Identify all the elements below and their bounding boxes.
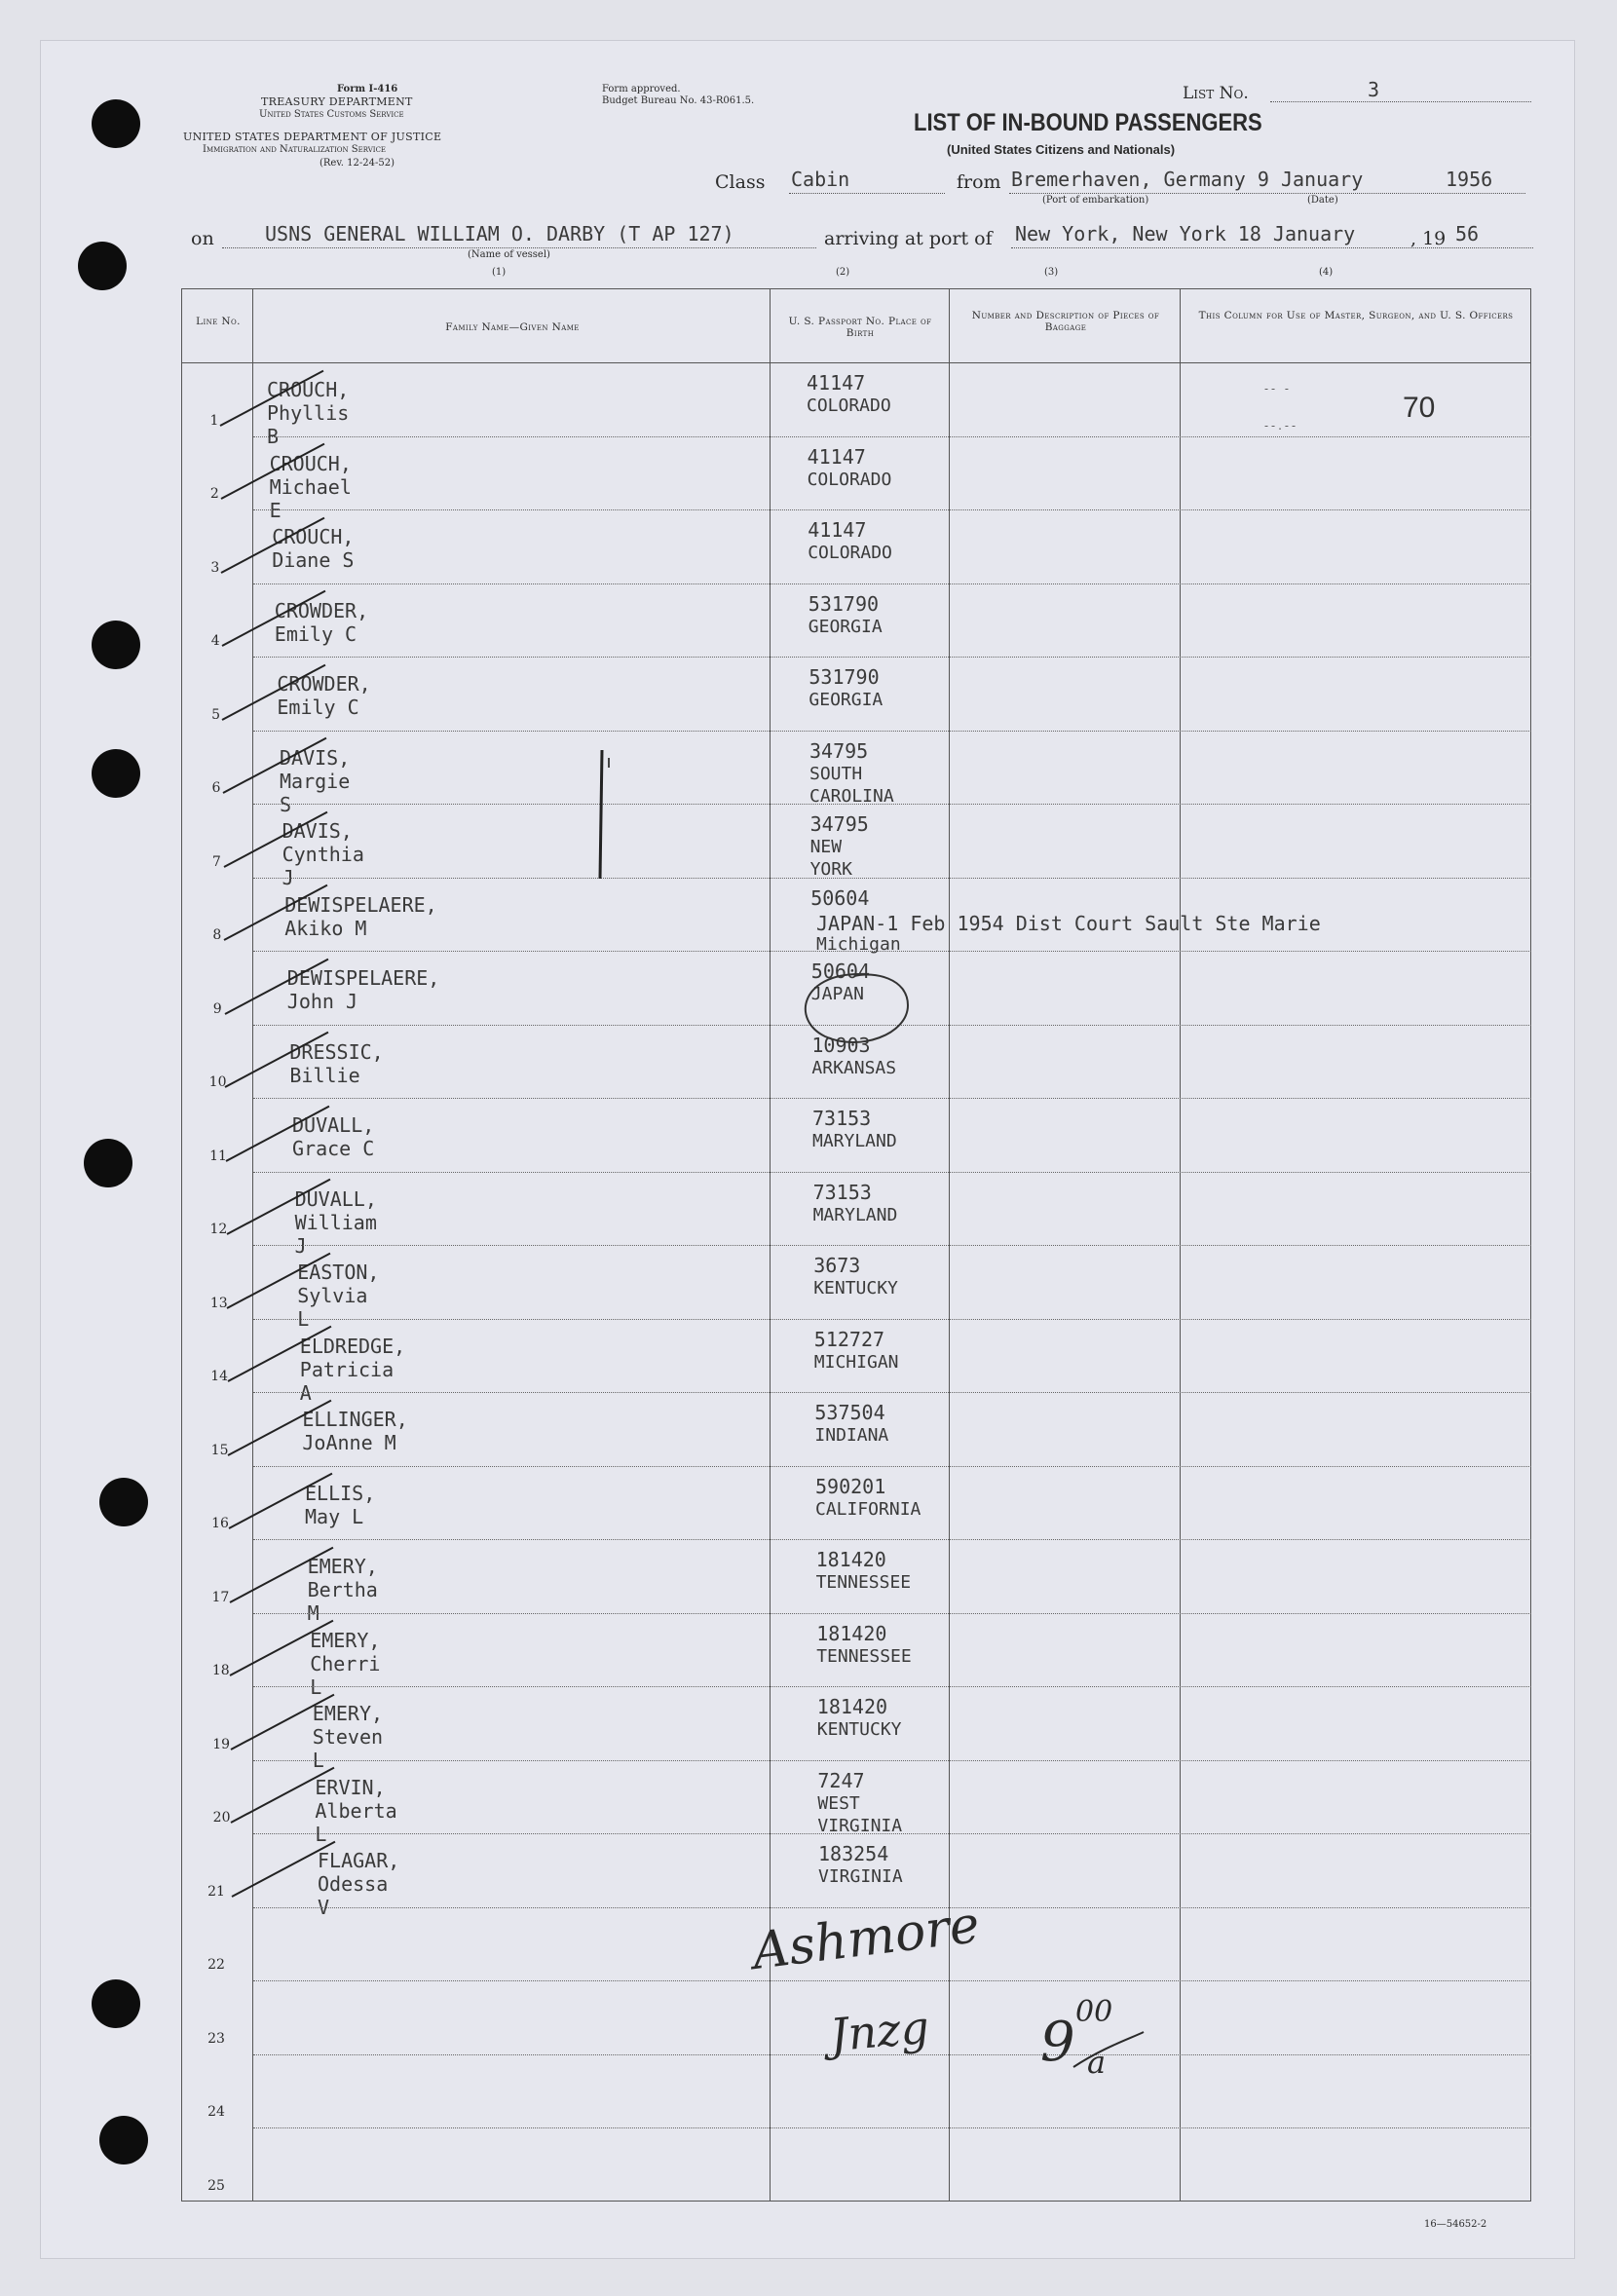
place-of-birth: GEORGIA	[808, 690, 884, 710]
line-number: 22	[207, 1957, 225, 1973]
row8-note: JAPAN-1 Feb 1954 Dist Court Sault Ste Marie	[816, 912, 1321, 935]
passport-number: 73153	[812, 1180, 872, 1204]
list-no-value: 3	[1368, 78, 1380, 101]
passport-number: 537504	[814, 1401, 885, 1424]
time-annotation: 9	[1040, 2011, 1075, 2074]
passenger-name: DAVIS, Cynthia J	[282, 819, 364, 889]
passport-cell	[816, 1549, 912, 1594]
justice-dept: UNITED STATES DEPARTMENT OF JUSTICE	[183, 131, 442, 143]
passport-cell	[816, 1623, 912, 1668]
place-of-birth: INDIANA	[814, 1425, 889, 1446]
passport-cell	[808, 519, 892, 564]
passport-number: 181420	[816, 1621, 887, 1645]
row-divider	[253, 583, 1531, 584]
row-divider	[253, 1613, 1531, 1614]
place-of-birth: TENNESSEE	[815, 1572, 912, 1593]
punch-hole-icon	[92, 99, 140, 148]
passport-number: 183254	[818, 1842, 889, 1865]
passport-cell	[812, 1108, 897, 1152]
passenger-name: ELLINGER, JoAnne M	[302, 1408, 408, 1454]
place-of-birth: COLORADO	[808, 543, 892, 563]
row-divider	[253, 1245, 1531, 1246]
col-header-baggage: Number and Description of Pieces of Baggage	[971, 310, 1160, 333]
passport-number: 531790	[808, 591, 880, 616]
passport-cell	[814, 1402, 888, 1447]
signature: Ashmore	[749, 1895, 983, 1982]
col-num-4: (4)	[1319, 267, 1334, 278]
line-number: 8	[212, 927, 222, 943]
class-value: Cabin	[791, 168, 850, 191]
row-divider	[253, 804, 1531, 805]
row-divider	[253, 1392, 1531, 1393]
place-of-birth: SOUTH CAROLINA	[809, 763, 894, 807]
on-label: on	[191, 228, 214, 249]
line-number: 1	[209, 412, 219, 429]
arrival-port: New York, New York 18 January	[1015, 222, 1356, 245]
vessel-caption: (Name of vessel)	[468, 249, 550, 260]
line-number: 16	[211, 1516, 229, 1531]
passport-number: 7247	[817, 1768, 865, 1792]
row8-note-2: Michigan	[816, 934, 901, 955]
punch-hole-icon	[84, 1139, 132, 1187]
form-number: Form I-416	[337, 84, 398, 94]
place-of-birth: GEORGIA	[808, 616, 883, 637]
passport-cell	[817, 1696, 902, 1741]
form-approved: Form approved.	[602, 84, 681, 94]
vessel-line	[222, 247, 816, 248]
place-of-birth: VIRGINIA	[818, 1866, 903, 1887]
budget-bureau: Budget Bureau No. 43-R061.5.	[602, 95, 755, 106]
port-embark-caption: (Port of embarkation)	[1042, 195, 1149, 206]
place-of-birth: WEST VIRGINIA	[817, 1792, 903, 1836]
passport-number: 50604	[810, 885, 870, 910]
line-number: 21	[207, 1883, 225, 1900]
time-sub: a	[1087, 2044, 1107, 2081]
line-number: 6	[211, 780, 221, 796]
passport-cell	[813, 1255, 898, 1299]
list-no-line	[1270, 101, 1531, 102]
passport-number: 181420	[816, 1695, 888, 1718]
line-number: 24	[207, 2104, 225, 2120]
faint-mark: --.--	[1264, 419, 1299, 433]
vessel-name: USNS GENERAL WILLIAM O. DARBY (T AP 127)	[265, 222, 734, 245]
passport-cell	[815, 1476, 921, 1521]
line-number: 4	[210, 633, 220, 649]
line-number: 14	[210, 1369, 229, 1384]
passport-number: 50604	[810, 960, 871, 983]
footer-code: 16—54652-2	[1424, 2219, 1487, 2230]
header-rule	[181, 362, 1531, 363]
passenger-name: DUVALL, Grace C	[292, 1113, 375, 1160]
place-of-birth: MICHIGAN	[813, 1351, 899, 1373]
place-of-birth: TENNESSEE	[816, 1645, 912, 1667]
revision: (Rev. 12-24-52)	[320, 158, 395, 169]
line-number: 7	[211, 853, 221, 870]
passport-number: 590201	[815, 1474, 886, 1498]
line-number: 15	[210, 1442, 229, 1458]
passenger-name: DEWISPELAERE, Akiko M	[284, 892, 437, 940]
passenger-name: CROUCH, Michael E	[269, 451, 352, 522]
passport-number: 10903	[811, 1033, 871, 1057]
passport-number: 181420	[815, 1548, 886, 1571]
customs-service: United States Customs Service	[259, 109, 404, 120]
row-divider	[253, 1686, 1531, 1687]
place-of-birth: MARYLAND	[812, 1204, 898, 1225]
passport-number: 512727	[813, 1327, 885, 1351]
passenger-name: EMERY, Cherri L	[310, 1628, 381, 1699]
row-divider	[253, 878, 1531, 879]
row-divider	[253, 436, 1531, 437]
col-num-2: (2)	[836, 267, 850, 278]
passenger-name: DRESSIC, Billie	[289, 1039, 384, 1087]
passport-number: 531790	[808, 665, 880, 689]
place-of-birth: JAPAN	[810, 984, 864, 1004]
passport-number: 41147	[807, 371, 866, 395]
arrival-line	[1011, 247, 1533, 248]
place-of-birth: KENTUCKY	[816, 1719, 902, 1740]
place-of-birth: COLORADO	[807, 395, 891, 416]
initials: Jnzg	[827, 2000, 931, 2062]
passenger-name: EMERY, Steven L	[312, 1702, 384, 1772]
vertical-mark-icon	[592, 742, 612, 888]
line-number: 11	[209, 1148, 227, 1164]
passenger-name: DUVALL, William J	[294, 1186, 377, 1258]
row-divider	[253, 1833, 1531, 1834]
row-divider	[253, 2127, 1531, 2128]
place-of-birth: CALIFORNIA	[815, 1498, 921, 1520]
passport-cell	[814, 1329, 899, 1374]
passenger-name: EASTON, Sylvia L	[297, 1261, 380, 1331]
page-subtitle: (United States Citizens and Nationals)	[947, 142, 1176, 157]
punch-hole-icon	[78, 242, 127, 290]
list-no-label: List No.	[1183, 84, 1249, 103]
ins-service: Immigration and Naturalization Service	[203, 144, 387, 155]
place-of-birth: KENTUCKY	[813, 1278, 898, 1299]
line-number: 5	[211, 706, 221, 723]
line-number: 19	[212, 1736, 231, 1752]
from-year: 1956	[1446, 168, 1493, 191]
passenger-name: CROUCH, Phyllis B	[267, 378, 350, 448]
date-caption: (Date)	[1307, 195, 1338, 206]
passenger-name: DEWISPELAERE, John J	[286, 966, 440, 1013]
arriving-label: arriving at port of	[824, 228, 993, 249]
passport-cell	[818, 1843, 903, 1888]
col-num-3: (3)	[1044, 267, 1059, 278]
passenger-name: ELDREDGE, Patricia A	[299, 1334, 406, 1405]
row-divider	[253, 1980, 1531, 1981]
passenger-name: CROWDER, Emily C	[277, 672, 371, 719]
col-num-1: (1)	[492, 267, 507, 278]
time-stroke-icon	[1064, 2028, 1151, 2087]
form-sheet	[40, 40, 1575, 2259]
passenger-name: DAVIS, Margie S	[280, 745, 351, 816]
place-of-birth: ARKANSAS	[811, 1057, 897, 1078]
row-divider	[253, 1172, 1531, 1173]
arrival-year: 56	[1455, 222, 1480, 245]
row-divider	[253, 1760, 1531, 1761]
row-divider	[253, 1098, 1531, 1099]
place-of-birth: MARYLAND	[812, 1131, 897, 1151]
officer-count: 70	[1403, 392, 1436, 424]
from-value: Bremerhaven, Germany 9 January	[1011, 168, 1364, 191]
passport-cell	[810, 887, 869, 910]
col-header-passport: U. S. Passport No. Place of Birth	[788, 316, 932, 339]
place-of-birth: NEW YORK	[809, 837, 852, 880]
line-number: 12	[209, 1222, 228, 1237]
passenger-name: CROWDER, Emily C	[274, 598, 369, 646]
line-number: 20	[212, 1810, 231, 1826]
passenger-name: ELLIS, May L	[305, 1481, 376, 1528]
passenger-name: FLAGAR, Odessa V	[318, 1849, 400, 1919]
line-number: 23	[207, 2030, 225, 2047]
passenger-name: ERVIN, Alberta L	[315, 1775, 397, 1846]
passport-cell	[809, 740, 894, 808]
row-divider	[253, 1539, 1531, 1540]
passenger-name: EMERY, Bertha M	[307, 1555, 378, 1625]
passport-cell	[808, 446, 892, 491]
line-number: 17	[211, 1589, 230, 1605]
punch-hole-icon	[99, 1478, 148, 1526]
treasury-dept: TREASURY DEPARTMENT	[261, 95, 413, 108]
punch-hole-icon	[99, 2116, 148, 2164]
line-number: 9	[212, 1000, 222, 1017]
passport-cell	[807, 372, 891, 417]
row-divider	[253, 731, 1531, 732]
class-line	[789, 193, 945, 194]
line-number: 2	[209, 486, 219, 502]
passport-number: 34795	[809, 812, 869, 836]
from-label: from	[957, 171, 1001, 193]
passport-number: 73153	[812, 1107, 872, 1130]
passport-number: 34795	[809, 738, 869, 763]
line-number: 18	[211, 1663, 230, 1678]
page-title: LIST OF IN-BOUND PASSENGERS	[914, 109, 1262, 136]
arrival-year-prefix: , 19	[1410, 228, 1447, 249]
from-line	[1009, 193, 1525, 194]
row-divider	[253, 657, 1531, 658]
line-number: 13	[209, 1295, 228, 1311]
col-header-line: Line No.	[196, 316, 241, 327]
passenger-name: CROUCH, Diane S	[272, 525, 355, 572]
passport-cell	[813, 1182, 898, 1226]
passport-number: 3673	[813, 1254, 861, 1277]
faint-mark: -- -	[1264, 382, 1292, 395]
row-divider	[253, 1466, 1531, 1467]
punch-hole-icon	[92, 621, 140, 669]
row-divider	[253, 509, 1531, 510]
passport-number: 41147	[807, 444, 866, 469]
passport-cell	[817, 1770, 902, 1837]
punch-hole-icon	[92, 749, 140, 798]
punch-hole-icon	[92, 1979, 140, 2028]
col-header-officers: This Column for Use of Master, Surgeon, and U. S. Officers	[1198, 310, 1514, 321]
line-number: 25	[207, 2177, 225, 2194]
col-header-name: Family Name—Given Name	[445, 321, 580, 333]
row-divider	[253, 1319, 1531, 1320]
class-label: Class	[715, 171, 766, 193]
circle-mark-icon	[771, 966, 957, 1064]
place-of-birth: COLORADO	[807, 469, 892, 490]
passport-number: 41147	[808, 518, 867, 542]
line-number: 10	[208, 1074, 227, 1090]
passport-cell	[808, 593, 883, 638]
line-number: 3	[210, 559, 220, 576]
passport-cell	[808, 666, 883, 711]
passport-cell	[810, 813, 869, 881]
time-sup: 00	[1075, 1995, 1113, 2029]
